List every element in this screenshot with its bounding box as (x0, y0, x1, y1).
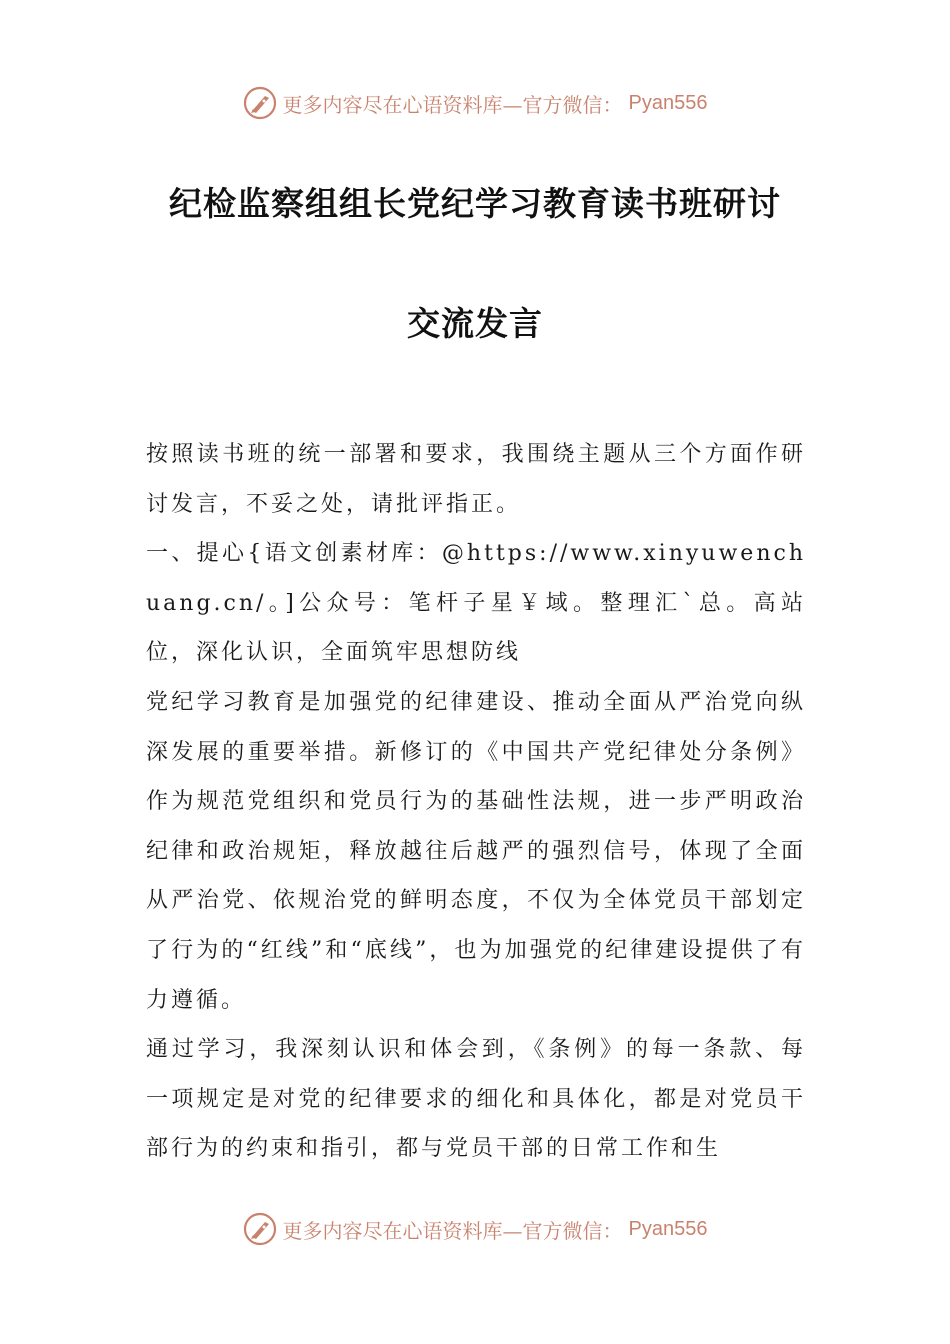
section-heading-1: 一、提心{语文创素材库：@https://www.xinyuwenchuang.cn/。]公众号：笔杆子星￥域。整理汇`总。高站位，深化认识，全面筑牢思想防线 (146, 541, 806, 666)
footer-watermark (0, 1212, 950, 1246)
watermark-text: 更多内容尽在心语资料库—官方微信： (282, 92, 623, 117)
pen-nib-circle-icon (243, 86, 277, 120)
paragraph-body-2: 通过学习，我深刻认识和体会到，《条例》的每一条款、每一项规定是对党的纪律要求的细化和具体化，都是对党员干部行为的约束和指引，都与党员干部的日常工作和生 (146, 1037, 806, 1162)
document-title-line2: 交流发言 (407, 304, 543, 343)
header-watermark (0, 86, 950, 120)
paragraph-body-1: 党纪学习教育是加强党的纪律建设、推动全面从严治党向纵深发展的重要举措。新修订的《中国共产党纪律处分条例》作为规范党组织和党员行为的基础性法规，进一步严明政治纪律和政治规矩，释放越往后越严的强烈信号，体现了全面从严治党、依规治党的鲜明态度，不仅为全体党员干部划定了行为的“红线”和“底线”，也为加强党的纪律建设提供了有力遵循。 (146, 689, 806, 1013)
watermark-text: 更多内容尽在心语资料库—官方微信： (282, 1218, 623, 1243)
document-title-line1: 纪检监察组组长党纪学习教育读书班研讨 (169, 184, 781, 223)
watermark-wechat-id: Pyan556 (628, 91, 708, 114)
pen-nib-circle-icon (243, 1212, 277, 1246)
watermark-wechat-id: Pyan556 (628, 1217, 708, 1240)
document-body (146, 430, 806, 1174)
paragraph-intro: 按照读书班的统一部署和要求，我围绕主题从三个方面作研讨发言，不妥之处，请批评指正。 (146, 442, 806, 517)
